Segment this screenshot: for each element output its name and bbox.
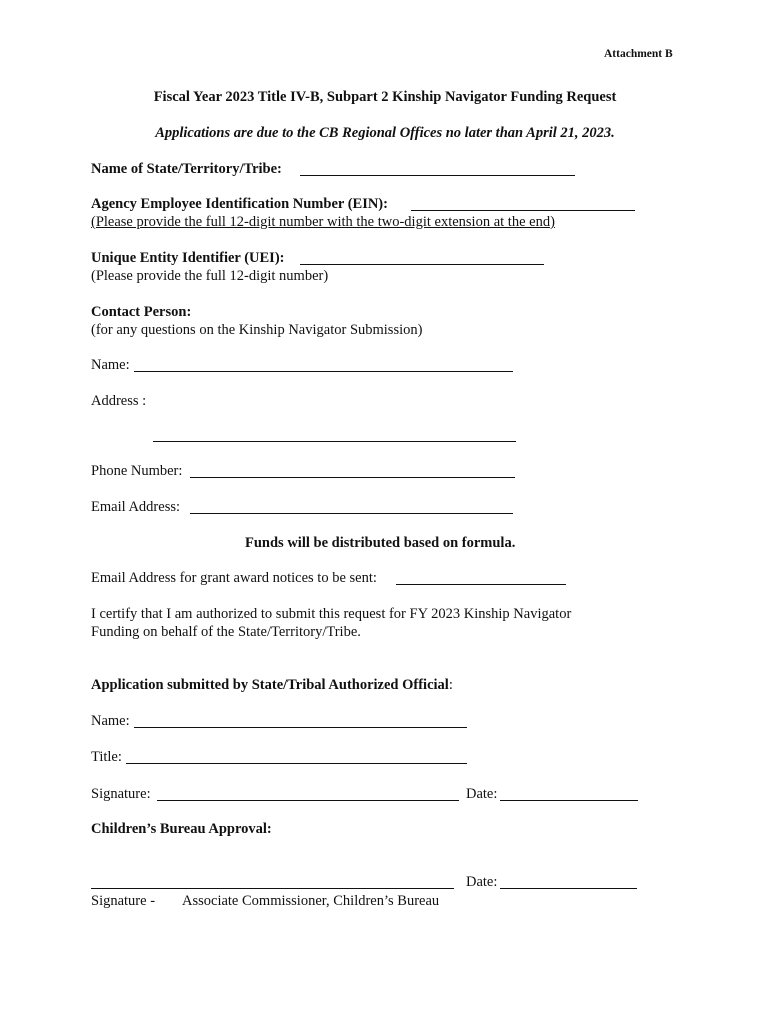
submitted-heading [91,677,453,694]
email-field[interactable] [190,513,513,514]
approval-signature-field[interactable] [91,888,454,889]
state-field[interactable] [300,175,575,176]
funds-note: Funds will be distributed based on formula. [245,535,516,551]
attachment-label: Attachment B [604,48,673,60]
ein-label: Agency Employee Identification Number (EIN): [91,196,388,212]
email-label: Email Address: [91,499,181,515]
contact-name-label: Name: [91,357,130,373]
address-label: Address : [91,393,147,409]
official-title-field[interactable] [126,763,467,764]
uei-label: Unique Entity Identifier (UEI): [91,250,285,266]
contact-heading: Contact Person: [91,304,192,320]
uei-note: (Please provide the full 12-digit number) [91,268,329,284]
approval-role: Associate Commissioner, Children’s Bureau [182,893,440,909]
official-name-label: Name: [91,713,130,729]
submitted-heading-colon: : [448,677,453,693]
official-title-label: Title: [91,749,122,765]
grant-email-field[interactable] [396,584,566,585]
approval-heading: Children’s Bureau Approval: [91,821,272,837]
official-signature-field[interactable] [157,800,459,801]
phone-label: Phone Number: [91,463,183,479]
submitted-heading-text: Application submitted by State/Tribal Authorized Official [91,677,449,693]
phone-field[interactable] [190,477,515,478]
grant-email-label: Email Address for grant award notices to be sent: [91,570,377,586]
approval-date-label: Date: [466,874,498,890]
contact-name-field[interactable] [134,371,513,372]
certify-line-2: Funding on behalf of the State/Territory/Tribe. [91,624,361,640]
official-name-field[interactable] [134,727,467,728]
contact-note: (for any questions on the Kinship Navigator Submission) [91,322,423,338]
official-date-label: Date: [466,786,498,802]
approval-date-field[interactable] [500,888,637,889]
address-field[interactable] [153,441,516,442]
ein-field[interactable] [411,210,635,211]
ein-note: (Please provide the full 12-digit number with the two-digit extension at the end) [91,214,555,230]
form-title: Fiscal Year 2023 Title IV-B, Subpart 2 Kinship Navigator Funding Request [153,89,617,105]
due-date-note: Applications are due to the CB Regional Offices no later than April 21, 2023. [155,125,615,141]
uei-field[interactable] [300,264,544,265]
approval-signature-label: Signature - [91,893,156,909]
certify-line-1: I certify that I am authorized to submit this request for FY 2023 Kinship Navigator [91,606,572,622]
official-signature-label: Signature: [91,786,151,802]
official-date-field[interactable] [500,800,638,801]
state-label: Name of State/Territory/Tribe: [91,161,282,177]
